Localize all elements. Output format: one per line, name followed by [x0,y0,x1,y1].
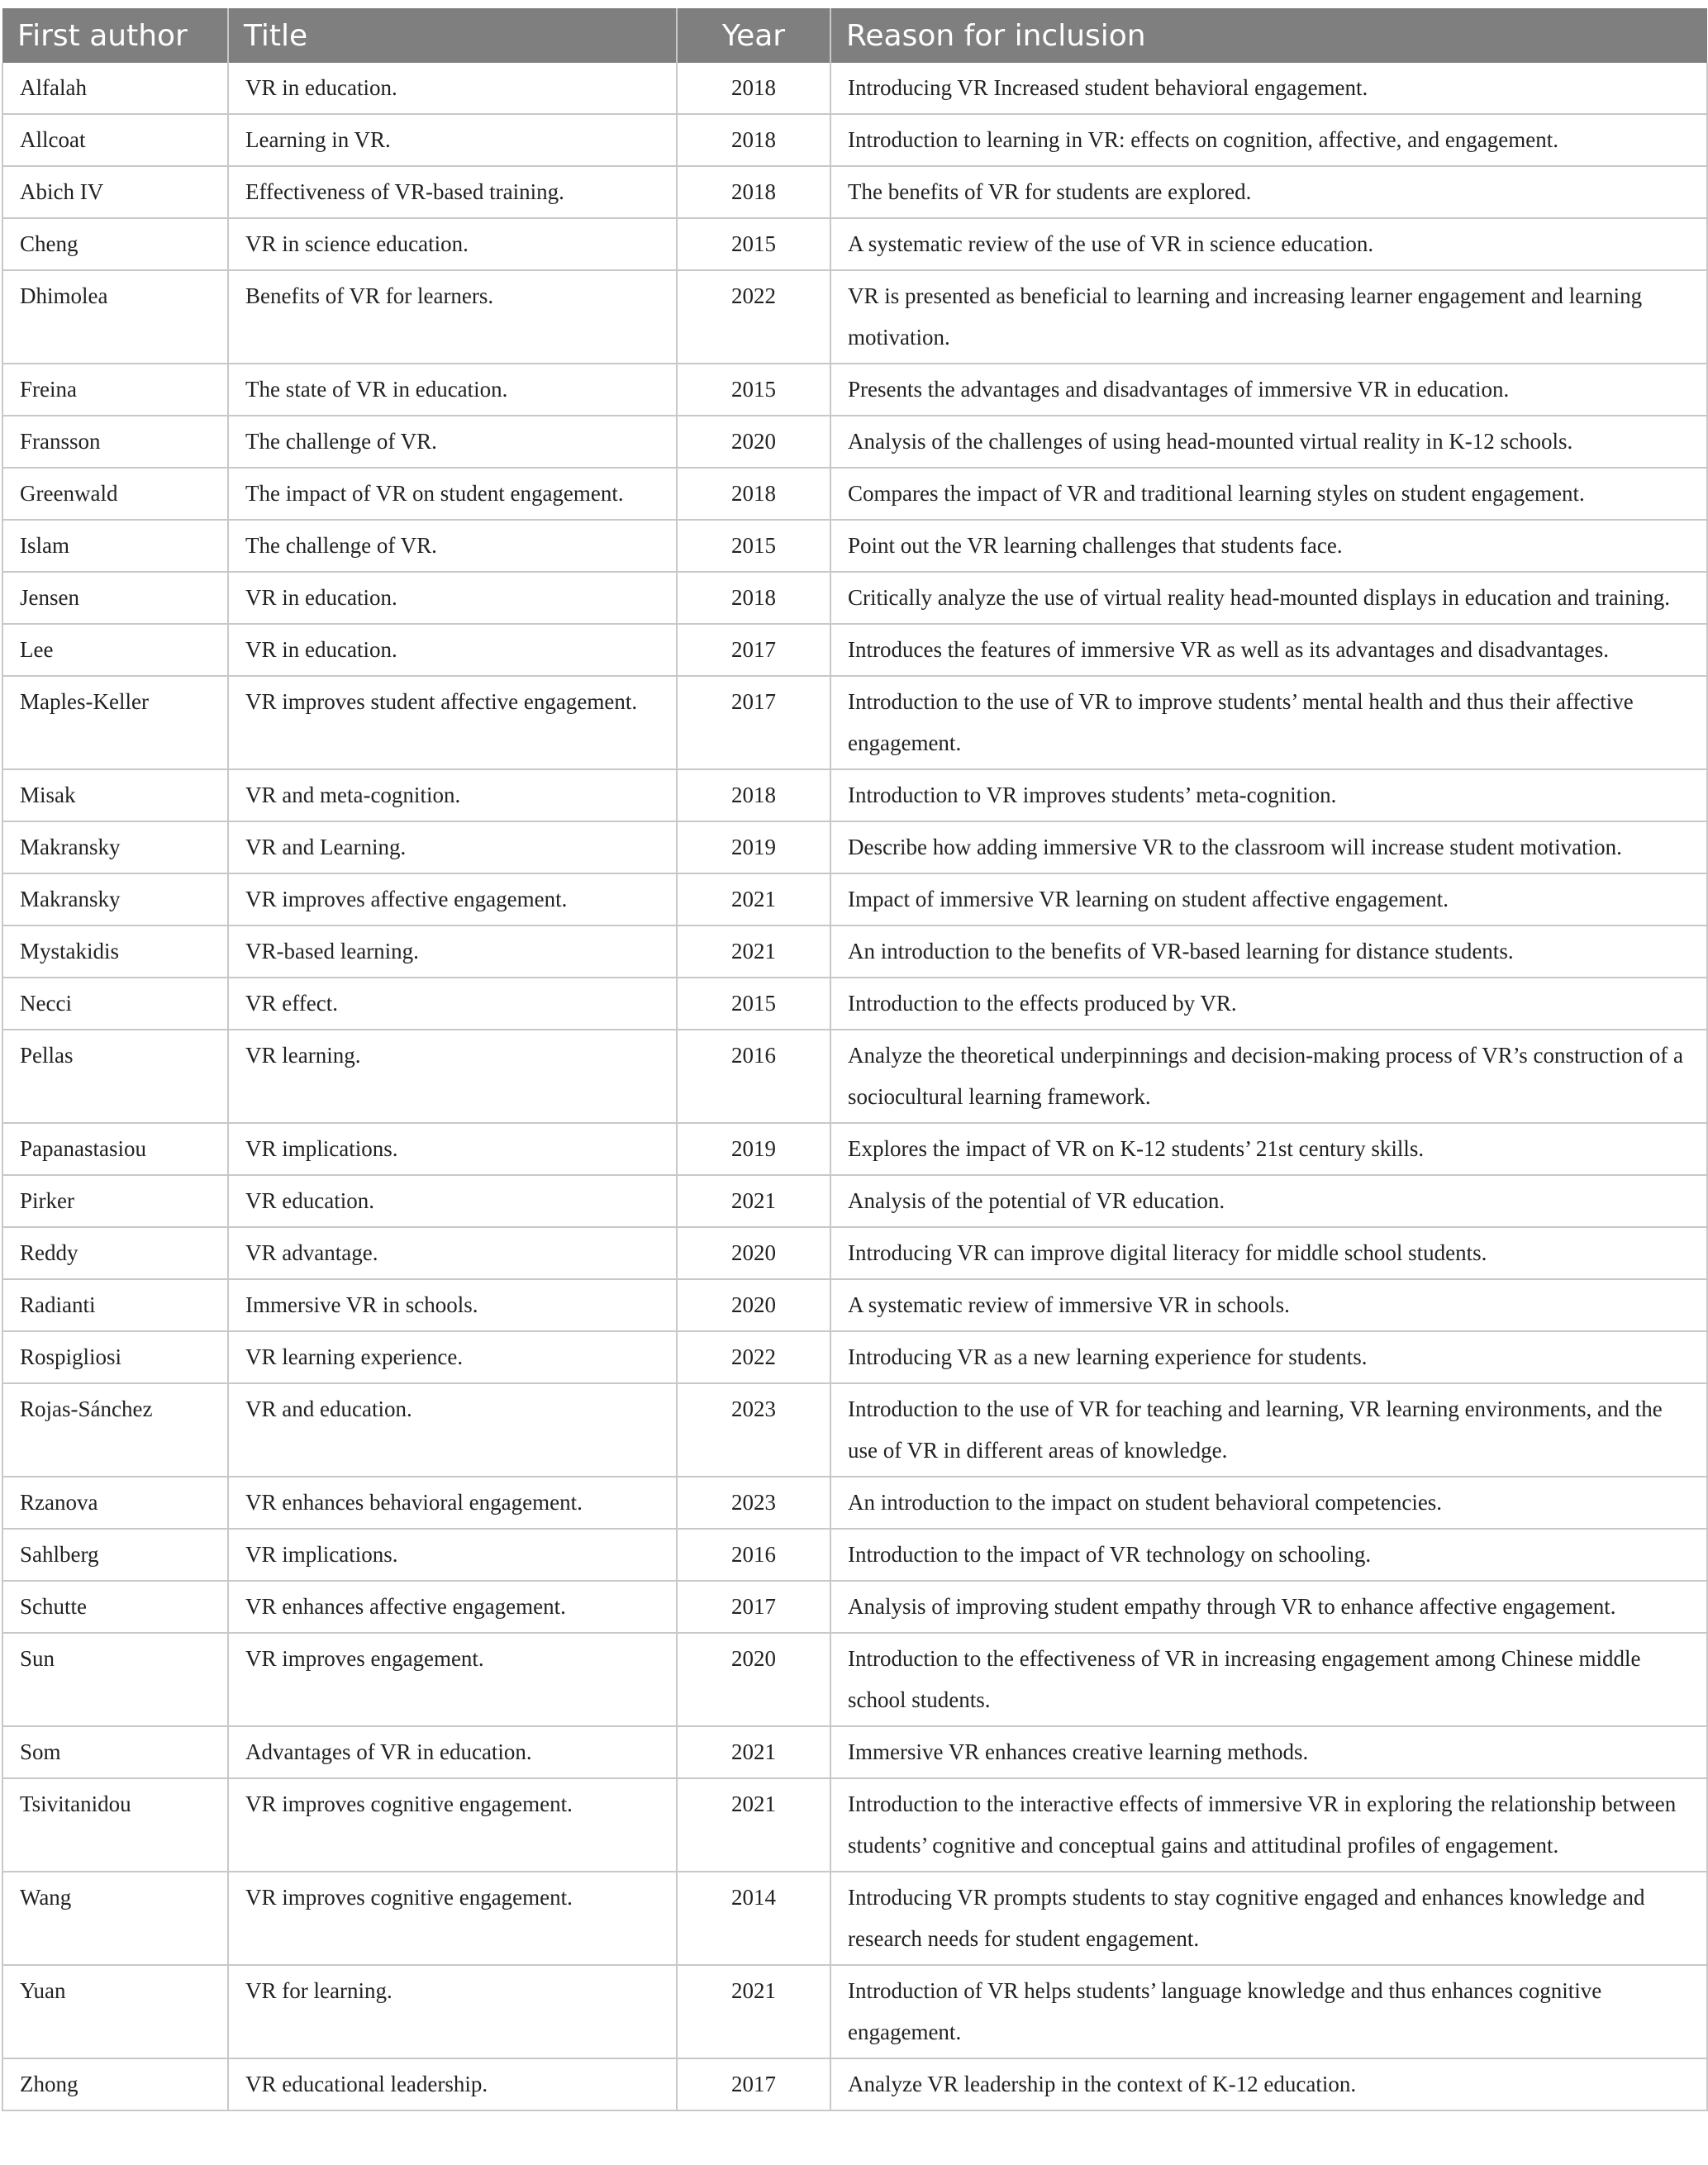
cell-year: 2019 [677,1123,830,1175]
cell-reason: An introduction to the impact on student behavioral competencies. [830,1477,1707,1529]
cell-year: 2023 [677,1477,830,1529]
cell-reason: Critically analyze the use of virtual reality head-mounted displays in education and training. [830,572,1707,624]
table-row [2,676,1707,769]
cell-reason: Introduces the features of immersive VR as well as its advantages and disadvantages. [830,624,1707,676]
table-row [2,2058,1707,2110]
cell-year: 2021 [677,1778,830,1872]
cell-year: 2021 [677,1965,830,2058]
cell-first-author: Schutte [2,1581,228,1633]
cell-title: VR implications. [228,1123,677,1175]
cell-first-author: Wang [2,1872,228,1965]
cell-title: VR learning experience. [228,1331,677,1383]
cell-first-author: Som [2,1726,228,1778]
cell-title: VR in education. [228,624,677,676]
cell-year: 2015 [677,978,830,1030]
table-row [2,270,1707,364]
cell-year: 2015 [677,520,830,572]
cell-first-author: Rojas-Sánchez [2,1383,228,1477]
cell-first-author: Fransson [2,416,228,468]
cell-reason: The benefits of VR for students are explored. [830,166,1707,218]
table-row [2,1227,1707,1279]
table-row [2,1965,1707,2058]
cell-first-author: Freina [2,364,228,416]
table-row [2,1726,1707,1778]
table-row [2,1175,1707,1227]
cell-first-author: Islam [2,520,228,572]
cell-year: 2014 [677,1872,830,1965]
cell-year: 2022 [677,1331,830,1383]
cell-reason: Introduction to the use of VR to improve students’ mental health and thus their affective engagement. [830,676,1707,769]
table-row [2,821,1707,873]
table-row [2,1633,1707,1726]
header-first-author: First author [2,8,228,63]
cell-title: VR and meta-cognition. [228,769,677,821]
cell-first-author: Pirker [2,1175,228,1227]
cell-title: VR and education. [228,1383,677,1477]
cell-title: VR in science education. [228,218,677,270]
header-row [2,8,1707,63]
cell-first-author: Pellas [2,1030,228,1123]
cell-first-author: Rzanova [2,1477,228,1529]
cell-title: VR improves engagement. [228,1633,677,1726]
cell-title: Advantages of VR in education. [228,1726,677,1778]
cell-first-author: Allcoat [2,114,228,166]
cell-first-author: Greenwald [2,468,228,520]
cell-reason: Explores the impact of VR on K-12 students’ 21st century skills. [830,1123,1707,1175]
cell-title: Benefits of VR for learners. [228,270,677,364]
cell-reason: Point out the VR learning challenges that students face. [830,520,1707,572]
cell-reason: An introduction to the benefits of VR-based learning for distance students. [830,925,1707,978]
cell-first-author: Mystakidis [2,925,228,978]
table-row [2,468,1707,520]
cell-title: VR in education. [228,63,677,114]
cell-first-author: Makransky [2,821,228,873]
cell-reason: Compares the impact of VR and traditional learning styles on student engagement. [830,468,1707,520]
cell-reason: Analysis of the challenges of using head-mounted virtual reality in K-12 schools. [830,416,1707,468]
cell-title: VR improves affective engagement. [228,873,677,925]
table-row [2,1872,1707,1965]
table-row [2,1030,1707,1123]
cell-first-author: Necci [2,978,228,1030]
header-reason: Reason for inclusion [830,8,1707,63]
cell-first-author: Zhong [2,2058,228,2110]
table-row [2,1477,1707,1529]
cell-reason: Introduction to the use of VR for teaching and learning, VR learning environments, and the use of VR in different areas of knowledge. [830,1383,1707,1477]
cell-year: 2021 [677,1726,830,1778]
cell-year: 2018 [677,114,830,166]
cell-title: The challenge of VR. [228,416,677,468]
cell-reason: Introducing VR as a new learning experience for students. [830,1331,1707,1383]
table-row [2,1581,1707,1633]
cell-first-author: Sahlberg [2,1529,228,1581]
cell-title: Learning in VR. [228,114,677,166]
table-row [2,1123,1707,1175]
cell-year: 2015 [677,364,830,416]
cell-title: VR enhances behavioral engagement. [228,1477,677,1529]
cell-first-author: Misak [2,769,228,821]
cell-year: 2016 [677,1529,830,1581]
table-row [2,1383,1707,1477]
table-header [2,8,1707,63]
cell-title: The impact of VR on student engagement. [228,468,677,520]
cell-year: 2021 [677,1175,830,1227]
cell-reason: Analyze the theoretical underpinnings and decision-making process of VR’s construction of a sociocultural learning framework. [830,1030,1707,1123]
cell-first-author: Cheng [2,218,228,270]
cell-title: VR effect. [228,978,677,1030]
cell-year: 2017 [677,1581,830,1633]
cell-title: VR in education. [228,572,677,624]
literature-table [2,8,1708,2111]
cell-year: 2018 [677,468,830,520]
cell-first-author: Maples-Keller [2,676,228,769]
header-year: Year [677,8,830,63]
cell-title: VR implications. [228,1529,677,1581]
table-row [2,520,1707,572]
cell-year: 2021 [677,925,830,978]
cell-title: VR advantage. [228,1227,677,1279]
cell-year: 2023 [677,1383,830,1477]
cell-year: 2022 [677,270,830,364]
cell-reason: Immersive VR enhances creative learning methods. [830,1726,1707,1778]
cell-reason: A systematic review of the use of VR in science education. [830,218,1707,270]
table-row [2,218,1707,270]
cell-year: 2020 [677,1227,830,1279]
table-row [2,1529,1707,1581]
cell-reason: Introduction to learning in VR: effects on cognition, affective, and engagement. [830,114,1707,166]
cell-title: Immersive VR in schools. [228,1279,677,1331]
cell-year: 2018 [677,63,830,114]
cell-first-author: Reddy [2,1227,228,1279]
cell-reason: Introduction to the interactive effects of immersive VR in exploring the relationship between students’ cognitive and conceptual gains and attitudinal profiles of engagement. [830,1778,1707,1872]
table-row [2,572,1707,624]
table-row [2,624,1707,676]
cell-title: VR enhances affective engagement. [228,1581,677,1633]
cell-first-author: Rospigliosi [2,1331,228,1383]
cell-year: 2017 [677,676,830,769]
cell-reason: Introducing VR Increased student behavioral engagement. [830,63,1707,114]
cell-reason: Describe how adding immersive VR to the classroom will increase student motivation. [830,821,1707,873]
table-row [2,166,1707,218]
cell-reason: A systematic review of immersive VR in schools. [830,1279,1707,1331]
cell-reason: Introduction to the effects produced by VR. [830,978,1707,1030]
cell-reason: Introduction to the impact of VR technology on schooling. [830,1529,1707,1581]
cell-year: 2020 [677,416,830,468]
cell-first-author: Yuan [2,1965,228,2058]
cell-title: VR learning. [228,1030,677,1123]
cell-first-author: Dhimolea [2,270,228,364]
cell-reason: Introducing VR prompts students to stay cognitive engaged and enhances knowledge and research needs for student engagement. [830,1872,1707,1965]
cell-title: VR educational leadership. [228,2058,677,2110]
cell-reason: Introduction to the effectiveness of VR in increasing engagement among Chinese middle school students. [830,1633,1707,1726]
table-row [2,1279,1707,1331]
cell-title: VR improves student affective engagement. [228,676,677,769]
cell-first-author: Abich IV [2,166,228,218]
cell-reason: Analysis of the potential of VR education. [830,1175,1707,1227]
cell-year: 2020 [677,1633,830,1726]
cell-year: 2021 [677,873,830,925]
cell-title: VR improves cognitive engagement. [228,1778,677,1872]
table-row [2,1778,1707,1872]
cell-year: 2018 [677,572,830,624]
cell-reason: Introduction to VR improves students’ meta-cognition. [830,769,1707,821]
cell-first-author: Lee [2,624,228,676]
cell-title: VR-based learning. [228,925,677,978]
cell-first-author: Radianti [2,1279,228,1331]
cell-reason: Analyze VR leadership in the context of K-12 education. [830,2058,1707,2110]
cell-year: 2017 [677,624,830,676]
table-row [2,63,1707,114]
cell-reason: VR is presented as beneficial to learning and increasing learner engagement and learning motivation. [830,270,1707,364]
cell-title: The challenge of VR. [228,520,677,572]
table-row [2,769,1707,821]
cell-title: VR education. [228,1175,677,1227]
table-row [2,114,1707,166]
cell-year: 2017 [677,2058,830,2110]
cell-title: The state of VR in education. [228,364,677,416]
cell-reason: Introducing VR can improve digital literacy for middle school students. [830,1227,1707,1279]
cell-reason: Impact of immersive VR learning on student affective engagement. [830,873,1707,925]
table-body [2,63,1707,2110]
cell-year: 2018 [677,769,830,821]
cell-title: Effectiveness of VR-based training. [228,166,677,218]
table-row [2,364,1707,416]
table-row [2,1331,1707,1383]
cell-title: VR improves cognitive engagement. [228,1872,677,1965]
cell-first-author: Sun [2,1633,228,1726]
header-title: Title [228,8,677,63]
table-row [2,873,1707,925]
table-row [2,978,1707,1030]
cell-year: 2020 [677,1279,830,1331]
cell-first-author: Alfalah [2,63,228,114]
cell-first-author: Makransky [2,873,228,925]
cell-year: 2019 [677,821,830,873]
cell-first-author: Tsivitanidou [2,1778,228,1872]
cell-first-author: Jensen [2,572,228,624]
cell-year: 2018 [677,166,830,218]
cell-title: VR and Learning. [228,821,677,873]
table-row [2,925,1707,978]
cell-reason: Presents the advantages and disadvantages of immersive VR in education. [830,364,1707,416]
cell-title: VR for learning. [228,1965,677,2058]
cell-year: 2016 [677,1030,830,1123]
cell-reason: Analysis of improving student empathy through VR to enhance affective engagement. [830,1581,1707,1633]
table-row [2,416,1707,468]
cell-year: 2015 [677,218,830,270]
cell-reason: Introduction of VR helps students’ language knowledge and thus enhances cognitive engagement. [830,1965,1707,2058]
cell-first-author: Papanastasiou [2,1123,228,1175]
